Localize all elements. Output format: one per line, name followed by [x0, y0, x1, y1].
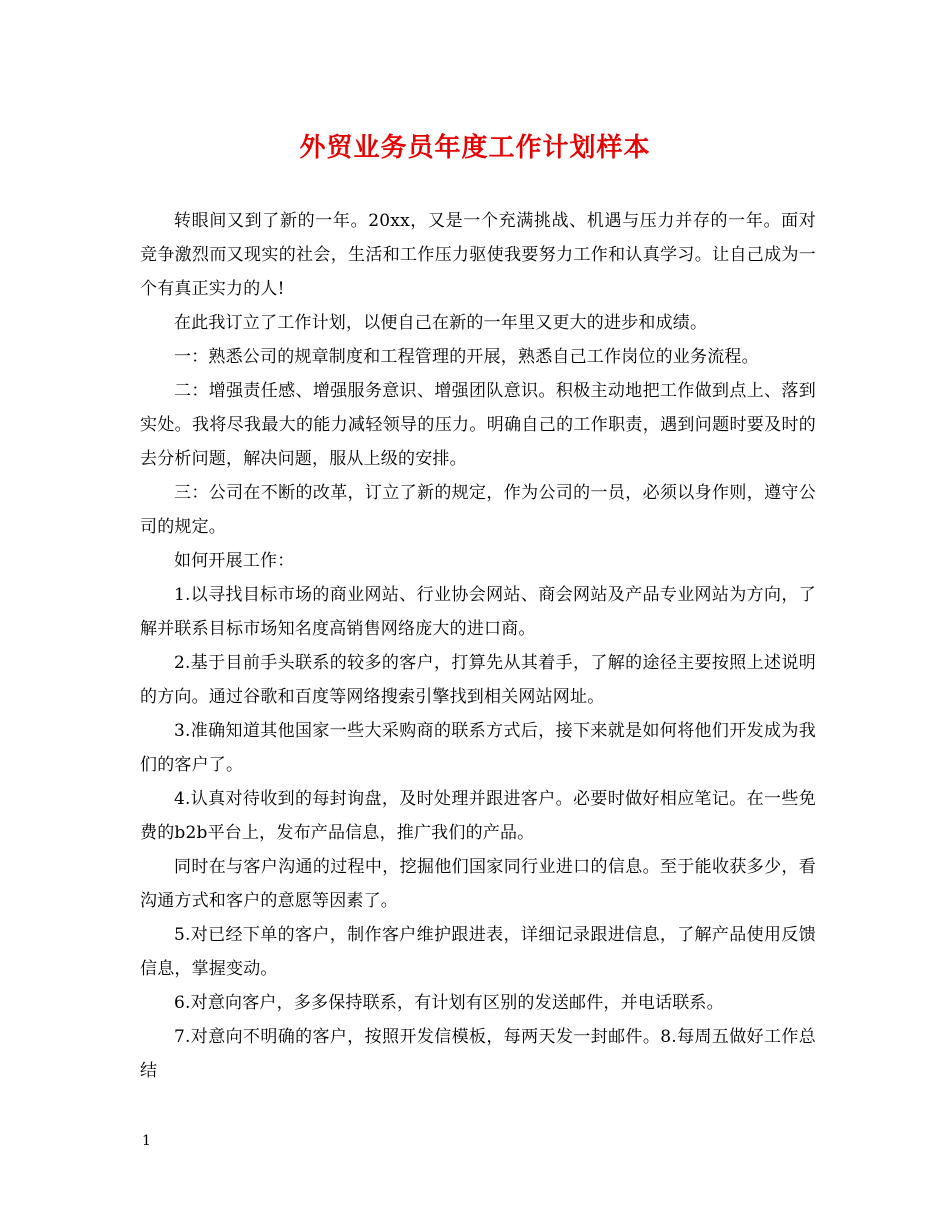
paragraph: 三：公司在不断的改革，订立了新的规定，作为公司的一员，必须以身作则，遵守公司的规定。	[140, 483, 816, 537]
paragraph: 一：熟悉公司的规章制度和工程管理的开展，熟悉自己工作岗位的业务流程。	[174, 347, 759, 367]
paragraph: 转眼间又到了新的一年。20xx，又是一个充满挑战、机遇与压力并存的一年。面对竞争激烈而又现实的社会，生活和工作压力驱使我要努力工作和认真学习。让自己成为一个有真正实力的人!	[140, 211, 816, 299]
paragraph: 3.准确知道其他国家一些大采购商的联系方式后，接下来就是如何将他们开发成为我们的客户了。	[140, 721, 816, 775]
paragraph: 7.对意向不明确的客户，按照开发信模板，每两天发一封邮件。8.每周五做好工作总结	[140, 1027, 816, 1081]
paragraph: 2.基于目前手头联系的较多的客户，打算先从其着手，了解的途径主要按照上述说明的方向。通过谷歌和百度等网络搜索引擎找到相关网站网址。	[140, 653, 816, 707]
paragraph: 4.认真对待收到的每封询盘，及时处理并跟进客户。必要时做好相应笔记。在一些免费的b2b平台上，发布产品信息，推广我们的产品。	[140, 789, 816, 843]
paragraph: 5.对已经下单的客户，制作客户维护跟进表，详细记录跟进信息，了解产品使用反馈信息，掌握变动。	[140, 925, 816, 979]
document-body	[140, 204, 816, 1088]
page-number: 1	[142, 1133, 151, 1149]
paragraph: 1.以寻找目标市场的商业网站、行业协会网站、商会网站及产品专业网站为方向，了解并联系目标市场知名度高销售网络庞大的进口商。	[140, 585, 816, 639]
paragraph: 在此我订立了工作计划，以便自己在新的一年里又更大的进步和成绩。	[174, 313, 708, 333]
paragraph: 同时在与客户沟通的过程中，挖掘他们国家同行业进口的信息。至于能收获多少，看沟通方式和客户的意愿等因素了。	[140, 857, 816, 911]
paragraph: 如何开展工作：	[174, 551, 295, 571]
paragraph: 6.对意向客户，多多保持联系，有计划有区别的发送邮件，并电话联系。	[174, 993, 724, 1013]
paragraph: 二：增强责任感、增强服务意识、增强团队意识。积极主动地把工作做到点上、落到实处。我将尽我最大的能力减轻领导的压力。明确自己的工作职责，遇到问题时要及时的去分析问题，解决问题，服从上级的安排。	[140, 381, 816, 469]
document-title: 外贸业务员年度工作计划样本	[299, 133, 651, 163]
